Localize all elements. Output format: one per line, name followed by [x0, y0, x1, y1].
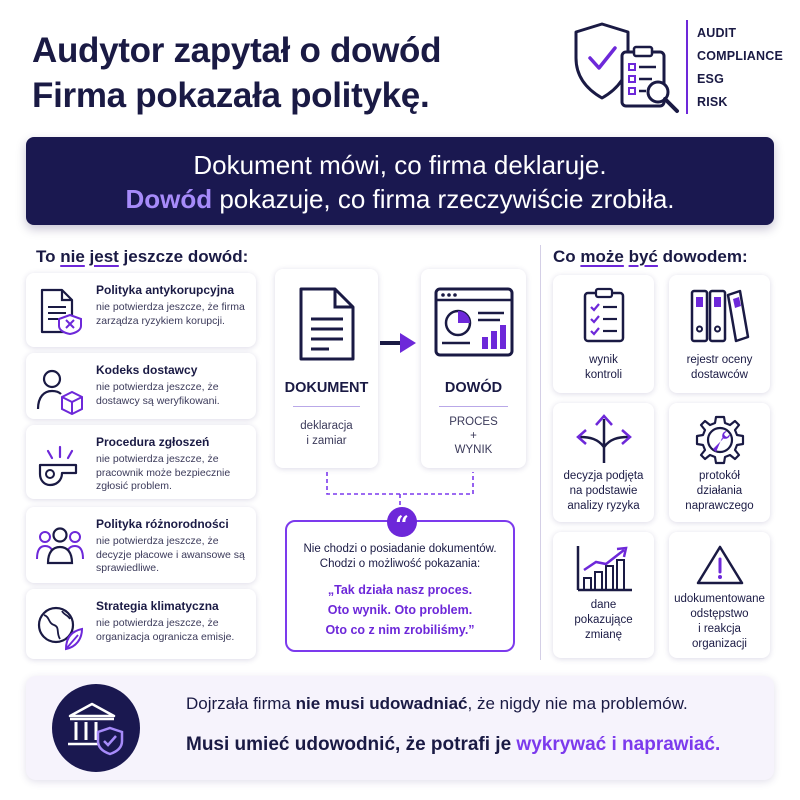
quote-text-1: Nie chodzi o posiadanie dokumentów. [303, 543, 497, 555]
column-divider [540, 245, 541, 660]
proof-sub-2: + [470, 430, 477, 442]
evidence-tile [669, 275, 770, 393]
right-heading-u1: może [580, 247, 624, 266]
quote-text-2: Chodzi o możliwość pokazania: [319, 558, 481, 570]
tags-list [697, 22, 783, 114]
person-box-icon [36, 367, 84, 415]
tile-label [671, 469, 768, 514]
item-title: Strategia klimatyczna [96, 599, 219, 613]
tile-label-2: kontroli [584, 369, 623, 381]
tile-label-2: dostawców [691, 369, 748, 381]
right-heading-u2: być [628, 247, 658, 266]
left-heading [36, 247, 248, 267]
item-desc: nie potwierdza jeszcze, że decyzje płacowe i awansowe są sprawiedliwe. [96, 535, 245, 574]
document-icon [295, 285, 359, 363]
conclusion-1c: , że nigdy nie ma problemów. [467, 694, 688, 713]
quote-text [287, 542, 513, 572]
conclusion-2b: wykrywać i naprawiać. [516, 734, 721, 755]
tile-label-2: pokazujące [574, 614, 633, 626]
growth-chart-icon [574, 544, 634, 594]
checklist-icon [582, 287, 626, 343]
bank-shield-icon [52, 684, 140, 772]
tile-label-2: działania [696, 485, 743, 497]
document-sub-1: deklaracja [300, 420, 353, 432]
binders-icon [690, 287, 750, 345]
conclusion-2a: Musi umieć udowodnić, że potrafi je [186, 734, 517, 755]
tile-label-2: na podstawie [569, 485, 638, 497]
item-title: Polityka antykorupcyjna [96, 283, 235, 297]
evidence-tile [669, 532, 770, 658]
tile-label-2: odstępstwo [690, 608, 749, 620]
item-desc: nie potwierdza jeszcze, że organizacja ogranicza emisje. [96, 617, 235, 643]
document-sub-2: i zamiar [306, 435, 347, 447]
right-heading-pre: Co [553, 247, 581, 266]
bank-icon [66, 698, 126, 758]
document-divider [293, 406, 360, 407]
quote-line-1: „Tak działa nasz proces. [327, 583, 473, 597]
left-heading-pre: To [36, 247, 61, 266]
arrows-split-icon [574, 413, 634, 465]
quote-box [285, 510, 515, 652]
conclusion-panel [26, 676, 774, 780]
proof-divider [439, 406, 508, 407]
evidence-tile [669, 403, 770, 522]
quote-line-3: Oto co z nim zrobiliśmy.” [325, 623, 475, 637]
list-item [26, 507, 256, 583]
item-title: Polityka różnorodności [96, 517, 229, 531]
title-line-2: Firma pokazała politykę. [32, 76, 430, 115]
proof-sub-1: PROCES [449, 416, 498, 428]
tile-label [555, 598, 652, 643]
tile-label-1: wynik [589, 354, 618, 366]
quote-purple [287, 580, 513, 640]
conclusion-line-1 [186, 694, 688, 714]
item-desc: nie potwierdza jeszcze, że dostawcy są weryfikowani. [96, 381, 220, 407]
tags-divider [686, 20, 688, 114]
tile-label [671, 592, 768, 652]
document-title: DOKUMENT [284, 380, 369, 396]
arrow-right-icon [378, 330, 418, 356]
document-x-icon [36, 287, 84, 335]
tag-risk: RISK [697, 95, 728, 109]
title-line-1: Audytor zapytał o dowód [32, 31, 442, 70]
left-heading-post: jeszcze dowód: [118, 247, 249, 266]
banner-highlight: Dowód [125, 184, 213, 214]
document-card [275, 269, 378, 468]
people-group-icon [36, 521, 84, 569]
tile-label [555, 353, 652, 383]
evidence-tile [553, 403, 654, 522]
tile-label-1: decyzja podjęta [563, 470, 644, 482]
proof-card [421, 269, 526, 468]
tile-label-1: rejestr oceny [686, 354, 753, 366]
proof-title: DOWÓD [444, 380, 503, 396]
globe-leaf-icon [36, 603, 84, 651]
tag-audit: AUDIT [697, 26, 737, 40]
evidence-tile [553, 532, 654, 658]
item-desc: nie potwierdza jeszcze, że firma zarządza ryzykiem korupcji. [96, 301, 245, 327]
tile-label-3: naprawczego [685, 500, 754, 512]
tile-label [671, 353, 768, 383]
dashboard-chart-icon [434, 287, 514, 357]
item-title: Procedura zgłoszeń [96, 435, 210, 449]
tile-label-1: dane [590, 599, 617, 611]
conclusion-line-2 [186, 734, 720, 756]
evidence-tile [553, 275, 654, 393]
tag-esg: ESG [697, 72, 724, 86]
tile-label-3: i reakcja [698, 623, 741, 635]
tile-label-3: analizy ryzyka [567, 500, 640, 512]
conclusion-1b: nie musi udowadniać [295, 694, 468, 713]
right-heading [553, 247, 748, 267]
tile-label-1: udokumentowane [674, 593, 765, 605]
tile-label-1: protokół [699, 470, 740, 482]
banner [26, 137, 774, 225]
item-desc: nie potwierdza jeszcze, że pracownik może bezpiecznie zgłosić problem. [96, 453, 231, 492]
list-item [26, 273, 256, 347]
shield-check-clipboard-magnifier-icon [574, 18, 682, 116]
right-heading-post: dowodem: [657, 247, 748, 266]
warning-triangle-icon [696, 544, 744, 586]
tile-label-4: organizacji [692, 638, 747, 650]
list-item [26, 425, 256, 499]
tag-compliance: COMPLIANCE [697, 49, 784, 63]
banner-line-2 [26, 182, 774, 216]
quote-mark-icon: “ [387, 507, 417, 537]
quote-line-2: Oto wynik. Oto problem. [327, 603, 473, 617]
banner-line-2-rest: pokazuje, co firma rzeczywiście zrobiła. [212, 184, 675, 214]
item-title: Kodeks dostawcy [96, 363, 198, 377]
proof-sub-3: WYNIK [454, 444, 493, 456]
page-title [32, 28, 552, 118]
tile-label [555, 469, 652, 514]
left-heading-u2: jest [89, 247, 119, 266]
conclusion-1a: Dojrzała firma [186, 694, 296, 713]
banner-line-1: Dokument mówi, co firma deklaruje. [193, 150, 607, 180]
left-heading-u1: nie [60, 247, 85, 266]
gear-wrench-icon [693, 413, 747, 467]
tile-label-3: zmianę [584, 629, 623, 641]
list-item [26, 589, 256, 659]
whistle-icon [36, 439, 84, 487]
list-item [26, 353, 256, 419]
